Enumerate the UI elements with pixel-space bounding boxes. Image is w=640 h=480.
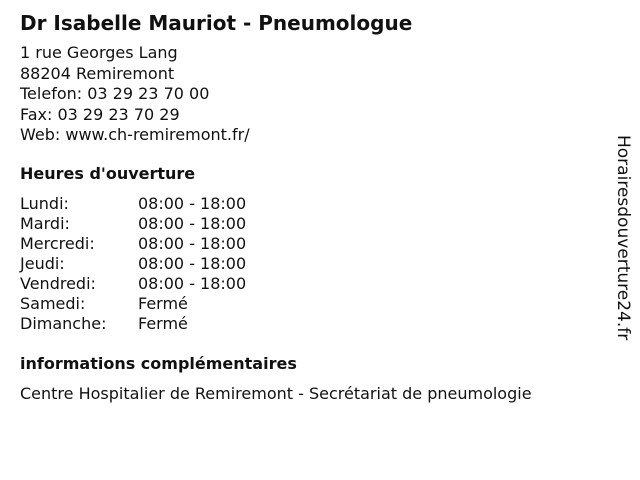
address-block [20, 43, 250, 146]
address-city: 88204 Remiremont [20, 63, 175, 83]
hours-day: Mercredi: [20, 234, 95, 253]
site-watermark: Horairesdouverture24.fr [613, 135, 633, 341]
hours-day: Jeudi: [20, 254, 65, 273]
hours-time: 08:00 - 18:00 [138, 254, 247, 273]
hours-time: Fermé [138, 314, 188, 333]
additional-info-text: Centre Hospitalier de Remiremont - Secrétariat de pneumologie [20, 384, 532, 403]
hours-time: 08:00 - 18:00 [138, 214, 247, 233]
hours-time: 08:00 - 18:00 [138, 194, 247, 213]
hours-time: Fermé [138, 294, 188, 313]
hours-day: Mardi: [20, 214, 70, 233]
fax-number: Fax: 03 29 23 70 29 [20, 104, 180, 124]
hours-day: Dimanche: [20, 314, 107, 333]
page-title: Dr Isabelle Mauriot - Pneumologue [20, 11, 413, 35]
hours-time: 08:00 - 18:00 [138, 274, 247, 293]
hours-day: Samedi: [20, 294, 86, 313]
phone-number: Telefon: 03 29 23 70 00 [20, 84, 210, 103]
opening-hours-heading: Heures d'ouverture [20, 164, 196, 183]
hours-day: Vendredi: [20, 274, 96, 293]
hours-time: 08:00 - 18:00 [138, 234, 247, 253]
website-link[interactable]: Web: www.ch-remiremont.fr/ [20, 125, 250, 144]
address-street: 1 rue Georges Lang [20, 43, 178, 62]
additional-info-heading: informations complémentaires [20, 354, 297, 373]
hours-day: Lundi: [20, 194, 69, 213]
